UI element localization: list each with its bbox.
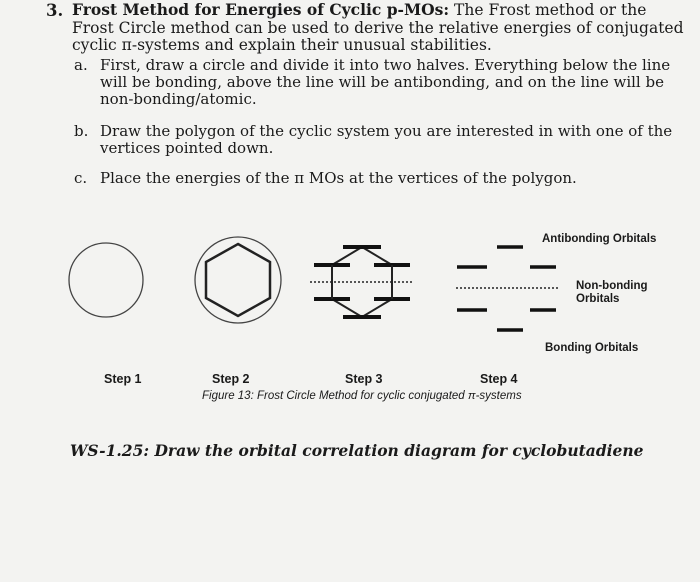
question-intro: The Frost method or the Frost Circle method can be used to derive the relative energies of conjugated cyclic π-systems and explain their unusual stabilities.	[72, 1, 684, 54]
figure-caption: Figure 13: Frost Circle Method for cyclic conjugated π-systems	[202, 390, 522, 402]
step2-label: Step 2	[212, 372, 250, 386]
antibonding-label: Antibonding Orbitals	[542, 233, 657, 245]
step3-hexagon-levels	[310, 247, 414, 317]
item-c-label: c.	[74, 169, 88, 187]
nonbonding-label-line1: Non-bonding	[576, 280, 648, 292]
item-a-text: First, draw a circle and divide it into two halves. Everything below the line will be bonding, above the line will be antibonding, and on the line will be non-bonding/atomic.	[100, 56, 671, 108]
step4-energy-levels	[456, 247, 558, 330]
frost-figure	[0, 200, 700, 440]
step1-circle	[69, 243, 143, 317]
nonbonding-label-line2: Orbitals	[576, 293, 620, 305]
question-text	[72, 1, 687, 55]
step2-circle	[195, 237, 281, 323]
question-title: Frost Method for Energies of Cyclic p-MOs:	[72, 0, 450, 19]
question-number: 3.	[46, 1, 64, 20]
step1-label: Step 1	[104, 372, 142, 386]
item-c-text: Place the energies of the π MOs at the vertices of the polygon.	[100, 169, 577, 187]
item-a-label: a.	[74, 56, 88, 74]
step3-label: Step 3	[345, 372, 383, 386]
item-b-text: Draw the polygon of the cyclic system you are interested in with one of the vertices pointed down.	[100, 122, 673, 157]
bonding-label: Bonding Orbitals	[545, 342, 639, 354]
item-b-label: b.	[74, 122, 89, 140]
step2-hexagon	[206, 244, 270, 316]
worksheet-prompt: WS-1.25: Draw the orbital correlation diagram for cyclobutadiene	[70, 441, 644, 460]
step4-label: Step 4	[480, 372, 518, 386]
